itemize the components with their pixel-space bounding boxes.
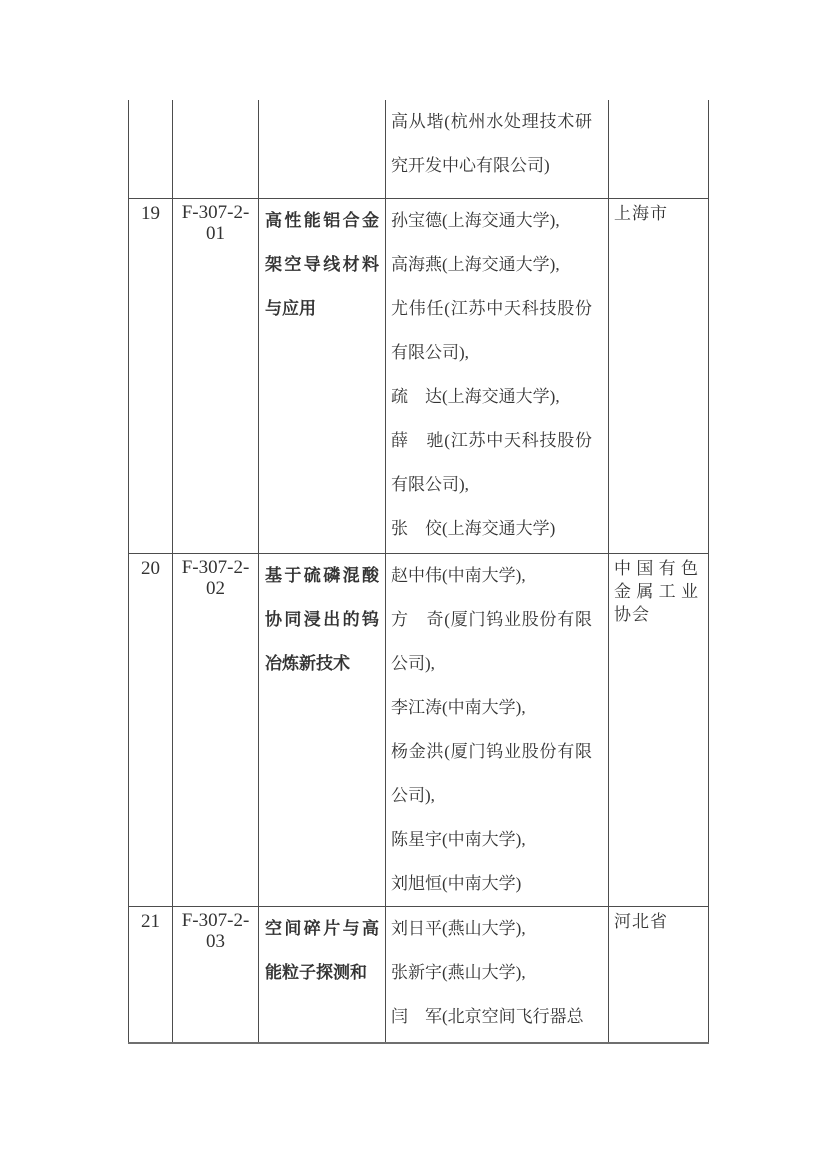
table-row-21 (129, 906, 709, 1043)
contributor-line: 尤伟任(江苏中天科技股份有限公司), (391, 298, 592, 362)
contributor-line: 陈星宇(中南大学), (391, 829, 526, 849)
cell-project-title: 高性能铝合金架空导线材料与应用 (259, 198, 386, 553)
cell-contributors (386, 906, 609, 1043)
cell-number: 19 (129, 198, 173, 553)
cell-region (609, 100, 709, 198)
contributor-line: 高海燕(上海交通大学), (391, 254, 560, 274)
award-table (128, 100, 709, 1044)
contributor-line: 高从堦(杭州水处理技术研究开发中心有限公司) (391, 112, 592, 175)
cell-contributors (386, 100, 609, 198)
cell-number: 21 (129, 906, 173, 1043)
cell-code: F-307-2-01 (173, 198, 259, 553)
cell-number (129, 100, 173, 198)
contributor-line: 李江涛(中南大学), (391, 697, 526, 717)
cell-code: F-307-2-03 (173, 906, 259, 1043)
cell-code (173, 100, 259, 198)
contributor-line: 方 奇(厦门钨业股份有限公司), (391, 609, 592, 673)
table-row-19 (129, 198, 709, 553)
cell-region: 中国有色金属工业协会 (609, 553, 709, 906)
contributor-line: 疏 达(上海交通大学), (391, 386, 560, 406)
cell-number: 20 (129, 553, 173, 906)
contributor-line: 刘旭恒(中南大学) (391, 873, 522, 893)
contributor-line: 刘日平(燕山大学), (391, 918, 526, 938)
cell-project-title (259, 100, 386, 198)
cell-contributors (386, 553, 609, 906)
contributor-line: 闫 军(北京空间飞行器总 (391, 1006, 584, 1026)
cell-contributors (386, 198, 609, 553)
contributor-line: 杨金洪(厦门钨业股份有限公司), (391, 741, 592, 805)
contributor-line: 张新宇(燕山大学), (391, 962, 526, 982)
table-row-continuation (129, 100, 709, 198)
cell-code: F-307-2-02 (173, 553, 259, 906)
cell-project-title: 空间碎片与高能粒子探测和 (259, 906, 386, 1043)
cell-region: 上海市 (609, 198, 709, 553)
cell-region: 河北省 (609, 906, 709, 1043)
cell-project-title: 基于硫磷混酸协同浸出的钨冶炼新技术 (259, 553, 386, 906)
contributor-line: 赵中伟(中南大学), (391, 565, 526, 585)
contributor-line: 张 佼(上海交通大学) (391, 518, 556, 538)
contributor-line: 孙宝德(上海交通大学), (391, 210, 560, 230)
contributor-line: 薛 驰(江苏中天科技股份有限公司), (391, 430, 592, 494)
table-row-20 (129, 553, 709, 906)
